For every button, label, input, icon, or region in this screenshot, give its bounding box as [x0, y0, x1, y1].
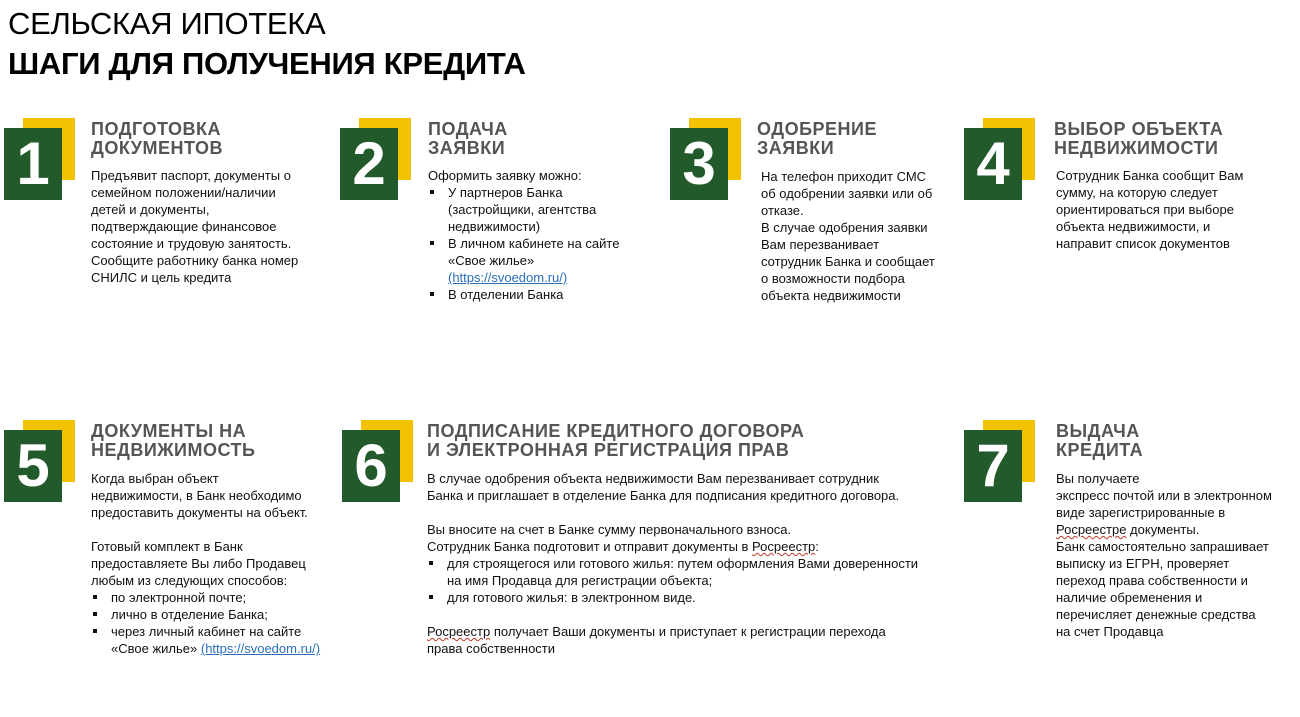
step-number: 3	[670, 128, 728, 200]
step-7-heading: ВЫДАЧА КРЕДИТА	[1056, 421, 1144, 460]
step-number: 1	[4, 128, 62, 200]
list-item: У партнеров Банка (застройщики, агентства недвижимости)	[448, 184, 658, 235]
step-number: 7	[964, 430, 1022, 502]
step-number: 4	[964, 128, 1022, 200]
step-6-text: В случае одобрения объекта недвижимости Вам перезванивает сотрудник Банка и приглашает в отделение Банка для подписания кредитного договора. Вы вносите на счет в Банке сумму первоначального взноса. Сотрудник Банка подготовит и отправит документы в Росреестр: для строящегося или готового жилья: путем оформления Вами доверенности на имя Продавца для регистрации объекта; для готового жилья: в электронном виде. Росреестр получает Ваши документы и приступает к регистрации перехода права собственности	[427, 470, 947, 657]
step-number: 6	[342, 430, 400, 502]
step-7-text: Вы получаете экспресс почтой или в электронном виде зарегистрированные в Росреестре документы. Банк самостоятельно запрашивает выписку из ЕГРН, проверяет переход права собственности и наличие обременения и перечисляет денежные средства на счет Продавца	[1056, 471, 1272, 639]
step-1-text: Предъявит паспорт, документы о семейном положении/наличии детей и документы, подтверждающие финансовое состояние и трудовую занятость. Сообщите работнику банка номер СНИЛС и цель кредита	[91, 168, 299, 285]
step-2-heading: ПОДАЧА ЗАЯВКИ	[428, 119, 508, 158]
step-3-text: На телефон приходит СМС об одобрении заявки или об отказе. В случае одобрения заявки Вам перезванивает сотрудник Банка и сообщает о возможности подбора объекта недвижимости	[761, 169, 935, 303]
step-4-badge	[964, 118, 1040, 200]
step-6-heading: ПОДПИСАНИЕ КРЕДИТНОГО ДОГОВОРА И ЭЛЕКТРОННАЯ РЕГИСТРАЦИЯ ПРАВ	[427, 421, 805, 460]
step-5-heading: ДОКУМЕНТЫ НА НЕДВИЖИМОСТЬ	[91, 421, 256, 460]
step-1-heading: ПОДГОТОВКА ДОКУМЕНТОВ	[91, 119, 224, 158]
list-item: лично в отделение Банка;	[111, 606, 331, 623]
step-4-heading: ВЫБОР ОБЪЕКТА НЕДВИЖИМОСТИ	[1054, 119, 1224, 158]
svoedom-link[interactable]: (https://svoedom.ru/)	[448, 270, 568, 285]
step-3-badge	[670, 118, 746, 200]
slide-subtitle: ШАГИ ДЛЯ ПОЛУЧЕНИЯ КРЕДИТА	[8, 46, 526, 81]
step-4-text: Сотрудник Банка сообщит Вам сумму, на которую следует ориентироваться при выборе объекта недвижимости, и направит список документов	[1056, 168, 1244, 251]
step-number: 2	[340, 128, 398, 200]
step-5-text: Когда выбран объект недвижимости, в Банк необходимо предоставить документы на объект. Готовый комплект в Банк предоставляете Вы либо Продавец любым из следующих способов: по электронной почте; лично в отделение Банка; через личный кабинет на сайте «Свое жилье» (https://svoedom.ru/)	[91, 470, 331, 657]
list-item: для готового жилья: в электронном виде.	[447, 589, 947, 606]
svoedom-link[interactable]: (https://svoedom.ru/)	[200, 641, 321, 656]
step-number: 5	[4, 430, 62, 502]
list-item: В отделении Банка	[448, 286, 658, 303]
list-item: по электронной почте;	[111, 589, 331, 606]
list-item: для строящегося или готового жилья: путем оформления Вами доверенности на имя Продавца для регистрации объекта;	[447, 555, 947, 589]
list-item: через личный кабинет на сайте «Свое жилье» (https://svoedom.ru/)	[111, 623, 331, 657]
step-3-heading: ОДОБРЕНИЕ ЗАЯВКИ	[757, 119, 877, 158]
step-1-badge	[4, 118, 80, 200]
step-6-badge	[342, 420, 418, 502]
step-2-text: Оформить заявку можно: У партнеров Банка (застройщики, агентства недвижимости) В личном кабинете на сайте «Свое жилье» (https://svoedom.ru/) В отделении Банка	[428, 167, 658, 303]
step-5-badge	[4, 420, 80, 502]
slide-title: СЕЛЬСКАЯ ИПОТЕКА	[8, 6, 326, 41]
step-7-badge	[964, 420, 1040, 502]
step-2-badge	[340, 118, 416, 200]
list-item: В личном кабинете на сайте «Свое жилье» (https://svoedom.ru/)	[448, 235, 658, 286]
